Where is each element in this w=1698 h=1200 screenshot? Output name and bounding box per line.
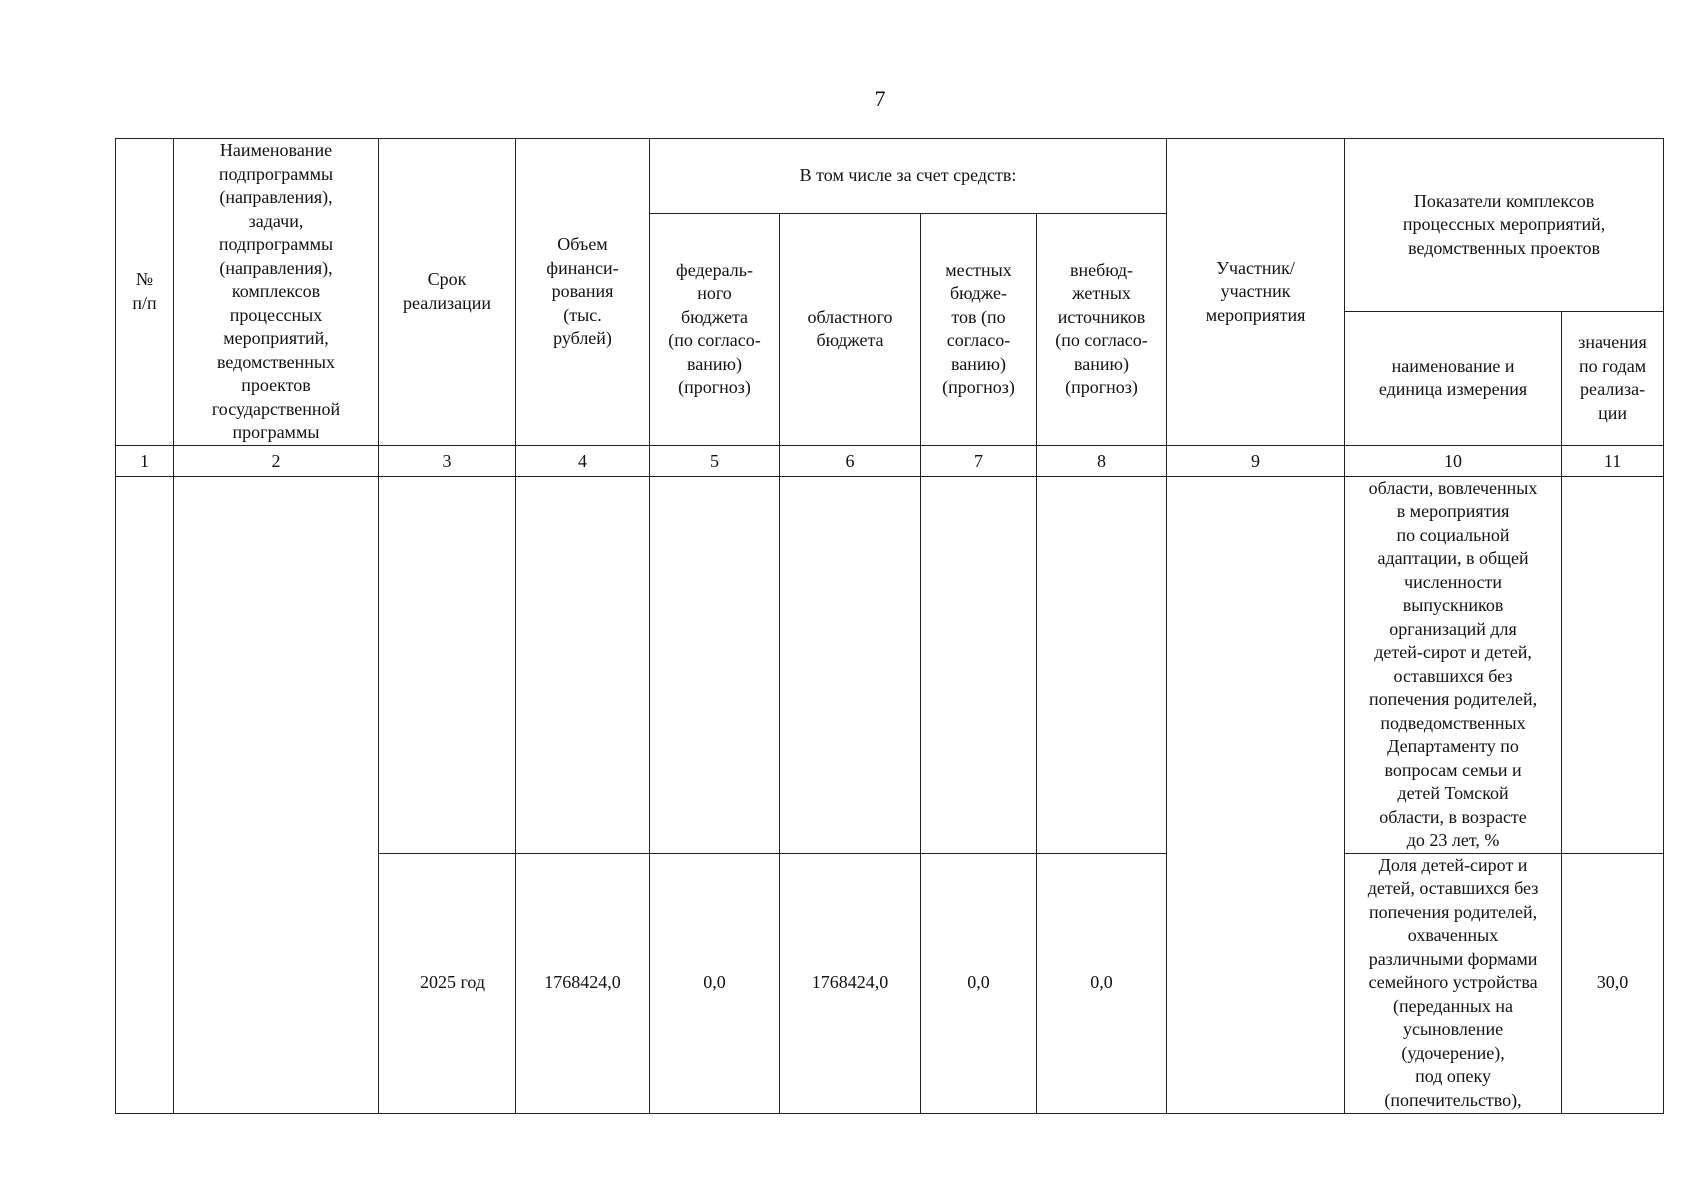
header-col-program-name: Наименование подпрограммы (направления), задачи, подпрограммы (направления), комплексов процессных мероприятий, ведомственных проектов государственной программы: [174, 139, 379, 446]
participant-cell: [1167, 476, 1345, 1113]
page-number: 7: [874, 86, 886, 111]
indicator-name-cell: области, вовлеченных в мероприятия по социальной адаптации, в общей численности выпускников организаций для детей-сирот и детей, оставшихся без попечения родителей, подведомственных Департаменту по вопросам семьи и детей Томской области, в возрасте до 23 лет, %: [1345, 476, 1562, 853]
column-number: 2: [174, 445, 379, 476]
header-col-term: Срок реализации: [379, 139, 516, 446]
extra-cell: [1037, 476, 1167, 853]
regional-cell: 1768424,0: [780, 853, 921, 1113]
indicator-name-cell: Доля детей-сирот и детей, оставшихся без попечения родителей, охваченных различными формами семейного устройства (переданных на усыновление (удочерение), под опеку (попечительство),: [1345, 853, 1562, 1113]
program-name-cell: [174, 476, 379, 1113]
local-cell: 0,0: [921, 853, 1037, 1113]
indicator-value-cell: [1562, 476, 1664, 853]
column-number: 6: [780, 445, 921, 476]
row-number-cell: [116, 476, 174, 1113]
column-number-row: [116, 445, 1664, 476]
regional-cell: [780, 476, 921, 853]
column-number: 1: [116, 445, 174, 476]
header-col-indicator-name: наименование и единица измерения: [1345, 311, 1562, 445]
federal-cell: 0,0: [650, 853, 780, 1113]
indicator-value-cell: 30,0: [1562, 853, 1664, 1113]
term-cell: 2025 год: [379, 853, 516, 1113]
volume-cell: [516, 476, 650, 853]
federal-cell: [650, 476, 780, 853]
header-col-number: № п/п: [116, 139, 174, 446]
local-cell: [921, 476, 1037, 853]
column-number: 3: [379, 445, 516, 476]
header-group-indicators: Показатели комплексов процессных мероприятий, ведомственных проектов: [1345, 139, 1664, 312]
column-number: 11: [1562, 445, 1664, 476]
header-col-funding-volume: Объем финанси- рования (тыс. рублей): [516, 139, 650, 446]
column-number: 10: [1345, 445, 1562, 476]
term-cell: [379, 476, 516, 853]
header-col-participant: Участник/ участник мероприятия: [1167, 139, 1345, 446]
extra-cell: 0,0: [1037, 853, 1167, 1113]
header-col-local-budgets: местных бюдже- тов (по согласо- ванию) (прогноз): [921, 214, 1037, 446]
header-col-extrabudgetary: внебюд- жетных источников (по согласо- ванию) (прогноз): [1037, 214, 1167, 446]
table-row: [116, 476, 1664, 853]
header-col-federal-budget: федераль- ного бюджета (по согласо- ванию) (прогноз): [650, 214, 780, 446]
volume-cell: 1768424,0: [516, 853, 650, 1113]
column-number: 7: [921, 445, 1037, 476]
column-number: 8: [1037, 445, 1167, 476]
header-group-funding-sources: В том числе за счет средств:: [650, 139, 1167, 214]
column-number: 5: [650, 445, 780, 476]
header-col-regional-budget: областного бюджета: [780, 214, 921, 446]
header-col-indicator-values: значения по годам реализа- ции: [1562, 311, 1664, 445]
column-number: 9: [1167, 445, 1345, 476]
program-table: [115, 138, 1664, 1114]
column-number: 4: [516, 445, 650, 476]
